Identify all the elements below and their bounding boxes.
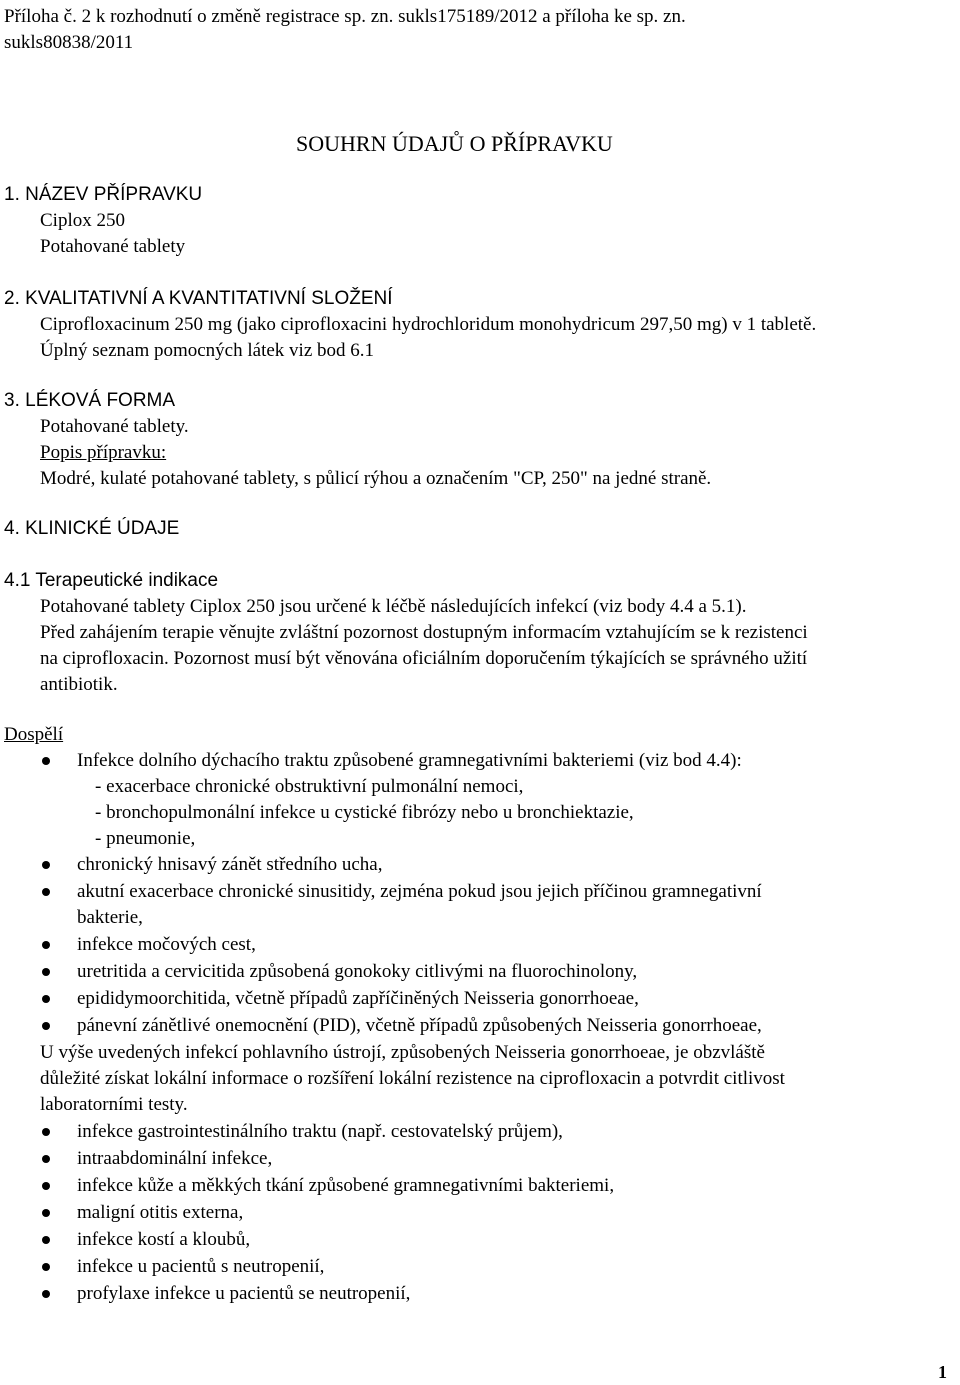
bullet-icon (42, 1022, 50, 1030)
section-2-heading: 2. KVALITATIVNÍ A KVANTITATIVNÍ SLOŽENÍ (4, 288, 393, 309)
bullet-icon (42, 968, 50, 976)
bullet-icon (42, 1155, 50, 1163)
indication-item: maligní otitis externa, (77, 1202, 244, 1223)
header-line-2: sukls80838/2011 (4, 32, 134, 53)
bullet-icon (42, 1236, 50, 1244)
bullet-icon (42, 941, 50, 949)
indication-item: infekce kostí a kloubů, (77, 1229, 251, 1250)
bullet-icon (42, 995, 50, 1003)
indication-item: infekce kůže a měkkých tkání způsobené gramnegativními bakteriemi, (77, 1175, 615, 1196)
indication-item: infekce gastrointestinálního traktu (např. cestovatelský průjem), (77, 1121, 563, 1142)
bullet-icon (42, 1263, 50, 1271)
composition-line: Ciprofloxacinum 250 mg (jako ciprofloxacini hydrochloridum monohydricum 297,50 mg) v 1 tabletě. (40, 314, 817, 335)
indication-item: chronický hnisavý zánět středního ucha, (77, 854, 383, 875)
bullet-icon (42, 861, 50, 869)
indication-item: intraabdominální infekce, (77, 1148, 273, 1169)
indication-subitem: - bronchopulmonální infekce u cystické fibrózy nebo u bronchiektazie, (95, 802, 634, 823)
indication-item: pánevní zánětlivé onemocnění (PID), včetně případů způsobených Neisseria gonorrhoeae, (77, 1015, 762, 1036)
indication-subitem: - pneumonie, (95, 828, 196, 849)
genital-infections-note-3: laboratorními testy. (40, 1094, 188, 1115)
dosage-form: Potahované tablety. (40, 416, 189, 437)
header-line-1: Příloha č. 2 k rozhodnutí o změně registrace sp. zn. sukls175189/2012 a příloha ke sp. zn. (4, 6, 686, 27)
indications-p3: na ciprofloxacin. Pozornost musí být věnována oficiálním doporučením týkajících se správného užití (40, 648, 808, 669)
indications-p2: Před zahájením terapie věnujte zvláštní pozornost dostupným informacím vztahujícím se k rezistenci (40, 622, 808, 643)
bullet-icon (42, 888, 50, 896)
indication-item: epididymoorchitida, včetně případů zapříčiněných Neisseria gonorrhoeae, (77, 988, 639, 1009)
adults-label: Dospělí (4, 724, 64, 745)
product-name: Ciplox 250 (40, 210, 125, 231)
bullet-icon (42, 1209, 50, 1217)
section-4-heading: 4. KLINICKÉ ÚDAJE (4, 518, 180, 539)
genital-infections-note-2: důležité získat lokální informace o rozšíření lokální rezistence na ciprofloxacin a potvrdit citlivost (40, 1068, 785, 1089)
indication-item: akutní exacerbace chronické sinusitidy, zejména pokud jsou jejich příčinou gramnegativní (77, 881, 762, 902)
section-1-heading: 1. NÁZEV PŘÍPRAVKU (4, 184, 203, 205)
page-number: 1 (938, 1362, 947, 1382)
bullet-icon (42, 1182, 50, 1190)
indication-subitem: - exacerbace chronické obstruktivní pulmonální nemoci, (95, 776, 524, 797)
bullet-icon (42, 757, 50, 765)
page-title: SOUHRN ÚDAJŮ O PŘÍPRAVKU (296, 131, 613, 156)
bullet-icon (42, 1128, 50, 1136)
product-form: Potahované tablety (40, 236, 186, 257)
indication-item: profylaxe infekce u pacientů se neutropenií, (77, 1283, 411, 1304)
indication-item: uretritida a cervicitida způsobená gonokoky citlivými na fluorochinolony, (77, 961, 638, 982)
bullet-icon (42, 1290, 50, 1298)
section-3-heading: 3. LÉKOVÁ FORMA (4, 390, 176, 411)
excipients-line: Úplný seznam pomocných látek viz bod 6.1 (40, 340, 375, 361)
description-text: Modré, kulaté potahované tablety, s půlicí rýhou a označením "CP, 250" na jedné straně. (40, 468, 712, 489)
indications-p4: antibiotik. (40, 674, 118, 695)
indications-p1: Potahované tablety Ciplox 250 jsou určené k léčbě následujících infekcí (viz body 4.4 a 5.1). (40, 596, 747, 617)
indication-item: infekce močových cest, (77, 934, 256, 955)
genital-infections-note-1: U výše uvedených infekcí pohlavního ústrojí, způsobených Neisseria gonorrhoeae, je obzvláště (40, 1042, 765, 1063)
description-label: Popis přípravku: (40, 442, 167, 463)
indication-item-continued: bakterie, (77, 907, 143, 928)
indication-item: infekce u pacientů s neutropenií, (77, 1256, 325, 1277)
indication-item: Infekce dolního dýchacího traktu způsobené gramnegativními bakteriemi (viz bod 4.4): (77, 750, 742, 771)
section-4-1-heading: 4.1 Terapeutické indikace (4, 570, 219, 591)
